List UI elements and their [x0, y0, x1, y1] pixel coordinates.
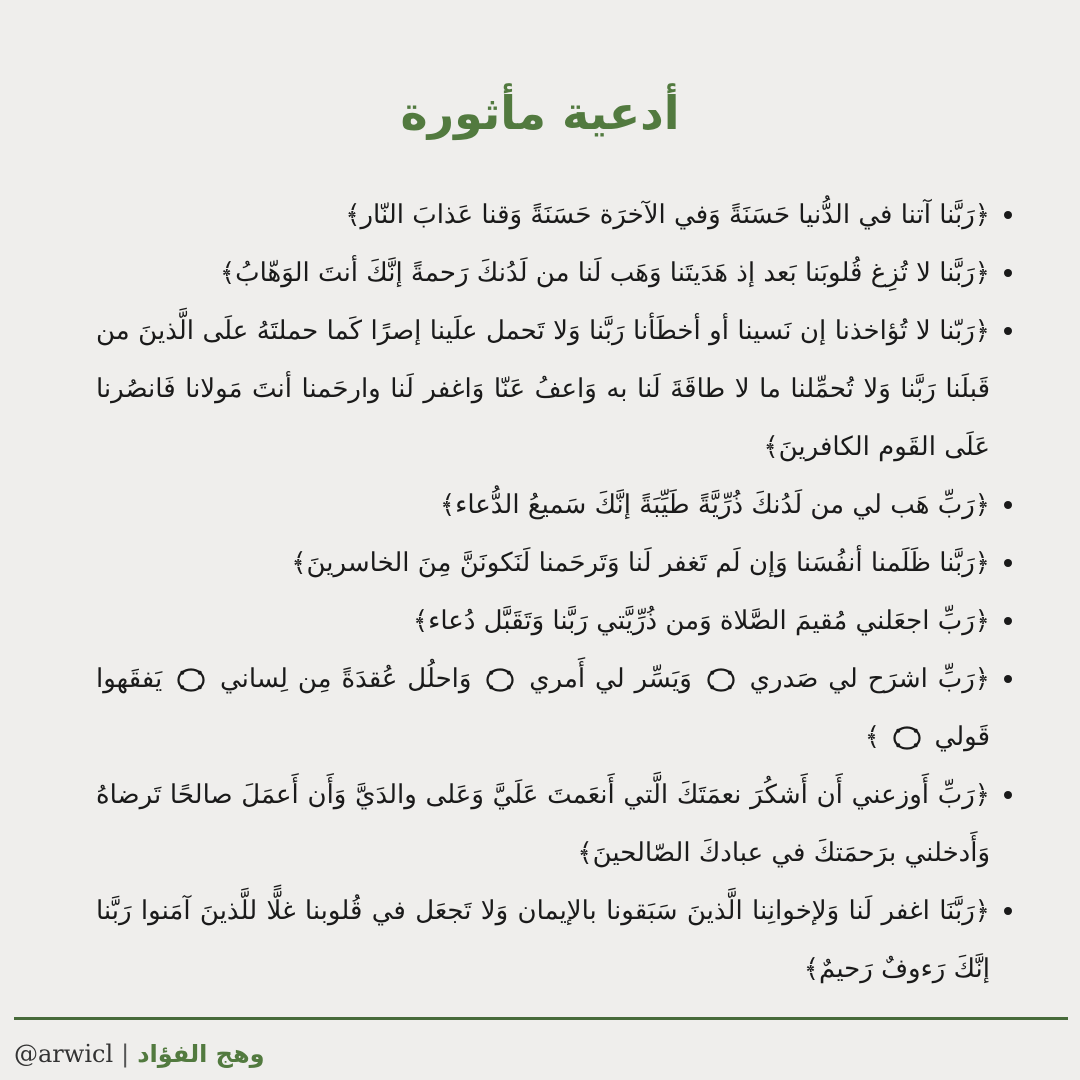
ayah-end-ring-icon [706, 667, 736, 693]
page-title: أدعية مأثورة [400, 86, 680, 140]
dua-item-1: ﴿رَبَّنا آتنا في الدُّنيا حَسَنَةً وَفي الآخرَة حَسَنَةً وَقنا عَذابَ النّار﴾ [96, 186, 990, 244]
ayah-end-ring-icon [485, 667, 515, 693]
ayah-end-ring-icon [176, 667, 206, 693]
dua-item-2: ﴿رَبَّنا لا تُزِغ قُلوبَنا بَعد إذ هَدَيتَنا وَهَب لَنا من لَدُنكَ رَحمةً إنَّكَ أنتَ الوَهّابُ﴾ [96, 244, 990, 302]
footer-separator: | [121, 1040, 130, 1068]
dua-item-5: ﴿رَبَّنا ظَلَمنا أنفُسَنا وَإن لَم تَغفر لَنا وَتَرحَمنا لَنَكونَنَّ مِنَ الخاسرينَ﴾ [96, 534, 990, 592]
dua-item-8: ﴿رَبِّ أَوزعني أَن أَشكُرَ نعمَتَكَ الَّتي أَنعَمتَ عَلَيَّ وَعَلى والدَيَّ وَأَن أَعمَلَ صالحًا تَرضاهُ وَأَدخلني برَحمَتكَ في عبادكَ الصّالحينَ﴾ [96, 766, 990, 882]
dua-segment: ﴾ [864, 722, 881, 752]
dua-segment: يَفقَهوا قَولي [96, 664, 990, 752]
dua-item-4: ﴿رَبِّ هَب لي من لَدُنكَ ذُرِّيَّةً طَيِّبَةً إنَّكَ سَميعُ الدُّعاء﴾ [96, 476, 990, 534]
brand-name: وهج الفؤاد [137, 1040, 265, 1068]
dua-segment: وَاحلُل عُقدَةً مِن لِساني [220, 664, 472, 694]
footer-credit [14, 1032, 265, 1076]
dua-item-3: ﴿رَبّنا لا تُؤاخذنا إن نَسينا أو أخطَأنا رَبَّنا وَلا تَحمل علَينا إصرًا كَما حملتَهُ علَى الَّذينَ من قَبلَنا رَبَّنا وَلا تُحمِّلنا ما لا طاقَةَ لَنا به وَاعفُ عَنّا وَاغفر لَنا وارحَمنا أنتَ مَولانا فَانصُرنا عَلَى القَوم الكافرينَ﴾ [96, 302, 990, 476]
dua-item-7 [96, 650, 990, 766]
dua-segment: وَيَسِّر لي أَمري [529, 664, 692, 694]
dua-item-9: ﴿رَبَّنَا اغفر لَنا وَلإخوانِنا الَّذينَ سَبَقونا بالإيمان وَلا تَجعَل في قُلوبنا غلًّا للَّذينَ آمَنوا رَبَّنا إنَّكَ رَءوفٌ رَحيمٌ﴾ [96, 882, 990, 998]
footer-divider [14, 1017, 1068, 1020]
account-handle: @arwicl [14, 1040, 114, 1068]
dua-item-6: ﴿رَبِّ اجعَلني مُقيمَ الصَّلاة وَمن ذُرِّيَّتي رَبَّنا وَتَقَبَّل دُعاء﴾ [96, 592, 990, 650]
ayah-end-ring-icon [892, 725, 922, 751]
dua-list [96, 186, 1016, 998]
dua-segment: ﴿رَبِّ اشرَح لي صَدري [749, 664, 991, 694]
